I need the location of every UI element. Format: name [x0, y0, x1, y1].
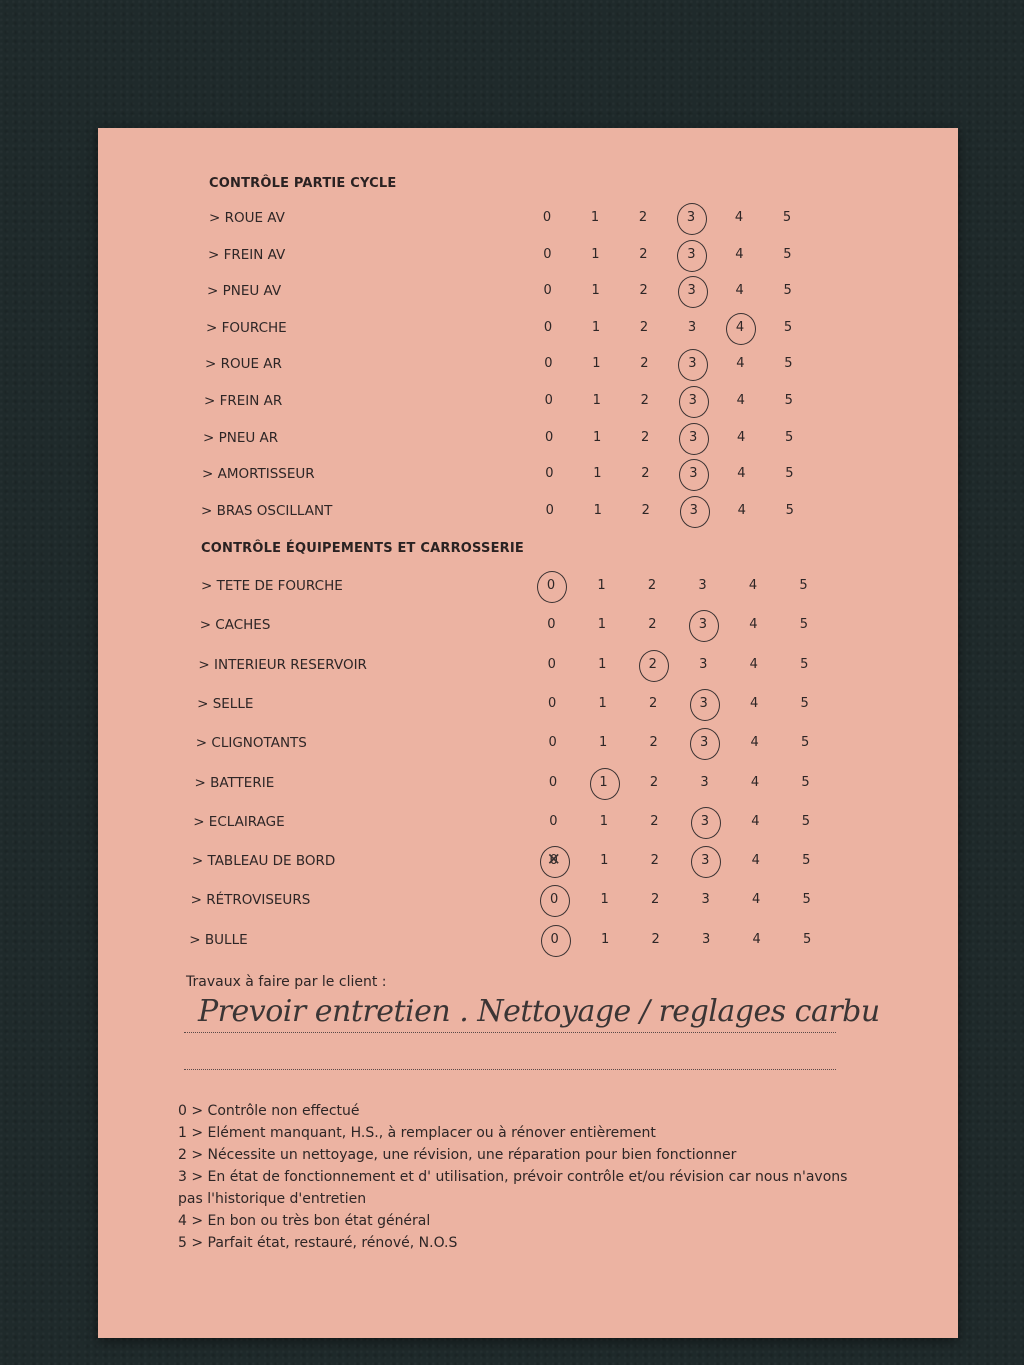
score-2[interactable]: 2 [651, 892, 660, 908]
score-0[interactable]: 0 [539, 892, 569, 907]
score-0[interactable]: 0 [544, 356, 553, 372]
score-4[interactable]: 4 [750, 774, 760, 790]
score-2[interactable]: 2 [638, 210, 648, 225]
score-1[interactable]: 1 [598, 656, 607, 672]
dotted-line-1 [184, 1032, 836, 1033]
row-label: > FOURCHE [206, 319, 287, 336]
rating-row [98, 356, 958, 380]
score-1[interactable]: 1 [593, 502, 602, 518]
score-4[interactable]: 4 [751, 853, 760, 869]
score-2[interactable]: 2 [648, 617, 657, 633]
score-3[interactable]: 3 [701, 931, 711, 947]
score-1[interactable]: 1 [592, 393, 601, 408]
score-5[interactable]: 5 [785, 502, 794, 518]
rating-row [98, 892, 958, 916]
score-5[interactable]: 5 [784, 429, 794, 445]
score-1[interactable]: 1 [600, 931, 610, 947]
rating-row [98, 247, 958, 271]
legend-item: 2 > Nécessite un nettoyage, une révision, une réparation pour bien fonctionner [178, 1147, 737, 1163]
score-4[interactable]: 4 [752, 892, 761, 908]
row-label: > PNEU AR [203, 429, 279, 446]
score-1[interactable]: 1 [592, 356, 601, 372]
score-0[interactable]: 0 [545, 502, 554, 518]
score-4[interactable]: 4 [748, 578, 758, 593]
score-1[interactable]: 1 [591, 283, 600, 299]
travaux-label: Travaux à faire par le client : [186, 974, 387, 990]
legend [178, 1100, 858, 1254]
row-label: > BATTERIE [194, 774, 275, 791]
rating-row [98, 657, 958, 681]
score-2[interactable]: 2 [647, 578, 657, 593]
score-0[interactable]: 0 [548, 735, 557, 751]
legend-item: 5 > Parfait état, restauré, rénové, N.O.S [178, 1235, 458, 1251]
score-5[interactable]: 5 [800, 695, 809, 711]
score-4[interactable]: 4 [736, 429, 746, 445]
score-3[interactable]: 3 [701, 892, 710, 908]
score-2[interactable]: 2 [651, 931, 660, 947]
score-5[interactable]: 5 [784, 393, 793, 408]
rating-row [98, 578, 958, 602]
score-2[interactable]: 2 [640, 393, 649, 408]
row-label: > ROUE AV [209, 210, 285, 226]
score-4[interactable]: 4 [736, 393, 745, 408]
score-3[interactable]: 3 [689, 696, 719, 711]
score-2[interactable]: 2 [649, 695, 658, 711]
score-1[interactable]: 1 [593, 466, 602, 482]
score-5[interactable]: 5 [800, 735, 810, 751]
rating-row [98, 696, 958, 720]
score-2[interactable]: 2 [650, 853, 659, 869]
score-3[interactable]: 3 [687, 319, 697, 335]
legend-item: 0 > Contrôle non effectué [178, 1103, 360, 1119]
score-4[interactable]: 4 [752, 931, 761, 947]
score-5[interactable]: 5 [799, 578, 808, 593]
score-2[interactable]: 2 [639, 319, 649, 335]
row-label: > BRAS OSCILLANT [201, 502, 333, 519]
score-4[interactable]: 4 [737, 502, 746, 518]
row-label: > ROUE AR [205, 356, 282, 373]
score-2[interactable]: 2 [640, 356, 649, 372]
score-2[interactable]: 2 [650, 813, 659, 829]
inspection-sheet [98, 128, 958, 1338]
rating-row [98, 210, 958, 234]
score-2[interactable]: 2 [638, 657, 668, 672]
score-4[interactable]: 4 [750, 695, 759, 711]
row-label: > FREIN AV [208, 246, 286, 263]
score-0[interactable]: 0 [547, 656, 556, 672]
score-4[interactable]: 4 [725, 320, 755, 335]
score-5[interactable]: 5 [802, 892, 811, 908]
rating-row [98, 393, 958, 417]
rating-row [98, 430, 958, 454]
row-label: > TABLEAU DE BORD [191, 853, 336, 870]
score-2[interactable]: 2 [649, 774, 659, 790]
score-5[interactable]: 5 [800, 656, 809, 672]
score-0[interactable]: ✕ 0 [539, 853, 569, 868]
score-1[interactable]: 1 [590, 210, 600, 225]
score-1[interactable]: 1 [599, 813, 609, 829]
row-label: > RÉTROVISEURS [190, 892, 311, 909]
score-5[interactable]: 5 [801, 774, 810, 790]
score-0[interactable]: 0 [542, 210, 552, 225]
score-3[interactable]: 3 [689, 735, 719, 750]
score-3[interactable]: 3 [678, 430, 708, 445]
row-label: > TETE DE FOURCHE [201, 578, 343, 594]
row-label: > INTERIEUR RESERVOIR [198, 656, 367, 673]
score-4[interactable]: 4 [750, 735, 759, 751]
score-2[interactable]: 2 [640, 429, 650, 445]
legend-item: 4 > En bon ou très bon état général [178, 1213, 431, 1229]
score-3[interactable]: 3 [678, 393, 708, 408]
row-label: > BULLE [189, 931, 248, 948]
row-label: > CACHES [199, 617, 271, 634]
score-4[interactable]: 4 [735, 283, 744, 299]
row-label: > ECLAIRAGE [193, 813, 285, 830]
score-0[interactable]: 0 [549, 813, 558, 829]
score-1[interactable]: 1 [597, 578, 606, 593]
row-label: > CLIGNOTANTS [195, 735, 307, 752]
row-label: > PNEU AV [207, 283, 282, 300]
score-2[interactable]: 2 [639, 246, 648, 262]
dotted-line-2 [184, 1069, 836, 1070]
score-1[interactable]: 1 [600, 892, 609, 908]
score-0[interactable]: 0 [548, 695, 557, 711]
rating-row [98, 320, 958, 344]
score-1[interactable]: 1 [598, 695, 607, 711]
score-0[interactable]: 0 [544, 429, 554, 445]
section-title-cycle: CONTRÔLE PARTIE CYCLE [209, 176, 397, 191]
score-3[interactable]: 3 [679, 503, 709, 518]
score-3[interactable]: 3 [690, 853, 720, 868]
score-4[interactable]: 4 [737, 466, 746, 482]
score-0[interactable]: 0 [540, 932, 570, 947]
score-1[interactable]: 1 [592, 429, 602, 445]
score-5[interactable]: 5 [785, 466, 794, 482]
score-5[interactable]: 5 [802, 931, 812, 947]
row-label: > FREIN AR [204, 393, 283, 409]
score-5[interactable]: 5 [799, 617, 809, 633]
score-3[interactable]: 3 [677, 356, 707, 371]
row-label: > SELLE [197, 695, 254, 712]
rating-row [98, 617, 958, 641]
score-3[interactable]: 3 [678, 466, 708, 481]
score-1[interactable]: 1 [600, 853, 609, 869]
score-3[interactable]: 3 [677, 283, 707, 298]
rating-row [98, 775, 958, 799]
score-4[interactable]: 4 [751, 813, 760, 829]
score-0[interactable]: 0 [543, 283, 552, 299]
score-2[interactable]: 2 [641, 466, 650, 482]
score-1[interactable]: 1 [591, 319, 601, 335]
rating-row [98, 853, 958, 877]
section-title-equipment: CONTRÔLE ÉQUIPEMENTS ET CARROSSERIE [201, 541, 524, 556]
score-2[interactable]: 2 [649, 735, 658, 751]
rating-row [98, 503, 958, 527]
score-0[interactable]: 0 [545, 466, 554, 482]
score-0[interactable]: 0 [548, 774, 558, 790]
rating-row [98, 932, 958, 956]
score-3[interactable]: 3 [699, 656, 708, 672]
score-5[interactable]: 5 [783, 319, 793, 335]
score-5[interactable]: 5 [784, 356, 793, 372]
score-1[interactable]: 1 [598, 735, 608, 751]
score-4[interactable]: 4 [735, 246, 744, 262]
score-3[interactable]: 3 [698, 578, 707, 593]
rating-row [98, 814, 958, 838]
score-0[interactable]: 0 [536, 578, 566, 593]
score-5[interactable]: 5 [801, 813, 811, 829]
score-3[interactable]: 3 [690, 814, 720, 829]
score-1[interactable]: 1 [597, 617, 607, 633]
score-1[interactable]: 1 [591, 246, 600, 262]
rating-row [98, 735, 958, 759]
score-0[interactable]: 0 [547, 617, 556, 633]
score-5[interactable]: 5 [783, 283, 792, 299]
score-0[interactable]: 0 [543, 319, 553, 335]
score-4[interactable]: 4 [749, 656, 758, 672]
score-1[interactable]: 1 [589, 775, 619, 790]
score-4[interactable]: 4 [736, 356, 745, 372]
legend-item: 1 > Elément manquant, H.S., à remplacer ou à rénover entièrement [178, 1125, 656, 1141]
row-label: > AMORTISSEUR [202, 466, 315, 483]
rating-row [98, 466, 958, 490]
score-4[interactable]: 4 [749, 617, 758, 633]
score-0[interactable]: 0 [544, 393, 553, 408]
legend-item: 3 > En état de fonctionnement et d' utilisation, prévoir contrôle et/ou révision car nous n'avons pas l'historique d'entretien [178, 1169, 848, 1207]
score-3[interactable]: 3 [676, 247, 706, 262]
score-2[interactable]: 2 [641, 502, 650, 518]
score-0[interactable]: 0 [543, 246, 552, 262]
score-3[interactable]: 3 [688, 617, 718, 632]
score-2[interactable]: 2 [639, 283, 648, 299]
handwritten-note: Prevoir entretien . Nettoyage / reglages carbu [198, 994, 880, 1029]
score-4[interactable]: 4 [734, 210, 744, 225]
score-3[interactable]: 3 [700, 774, 709, 790]
rating-row [98, 283, 958, 307]
score-5[interactable]: 5 [802, 853, 811, 869]
score-3[interactable]: 3 [676, 210, 706, 225]
score-5[interactable]: 5 [782, 210, 792, 225]
score-5[interactable]: 5 [783, 246, 792, 262]
